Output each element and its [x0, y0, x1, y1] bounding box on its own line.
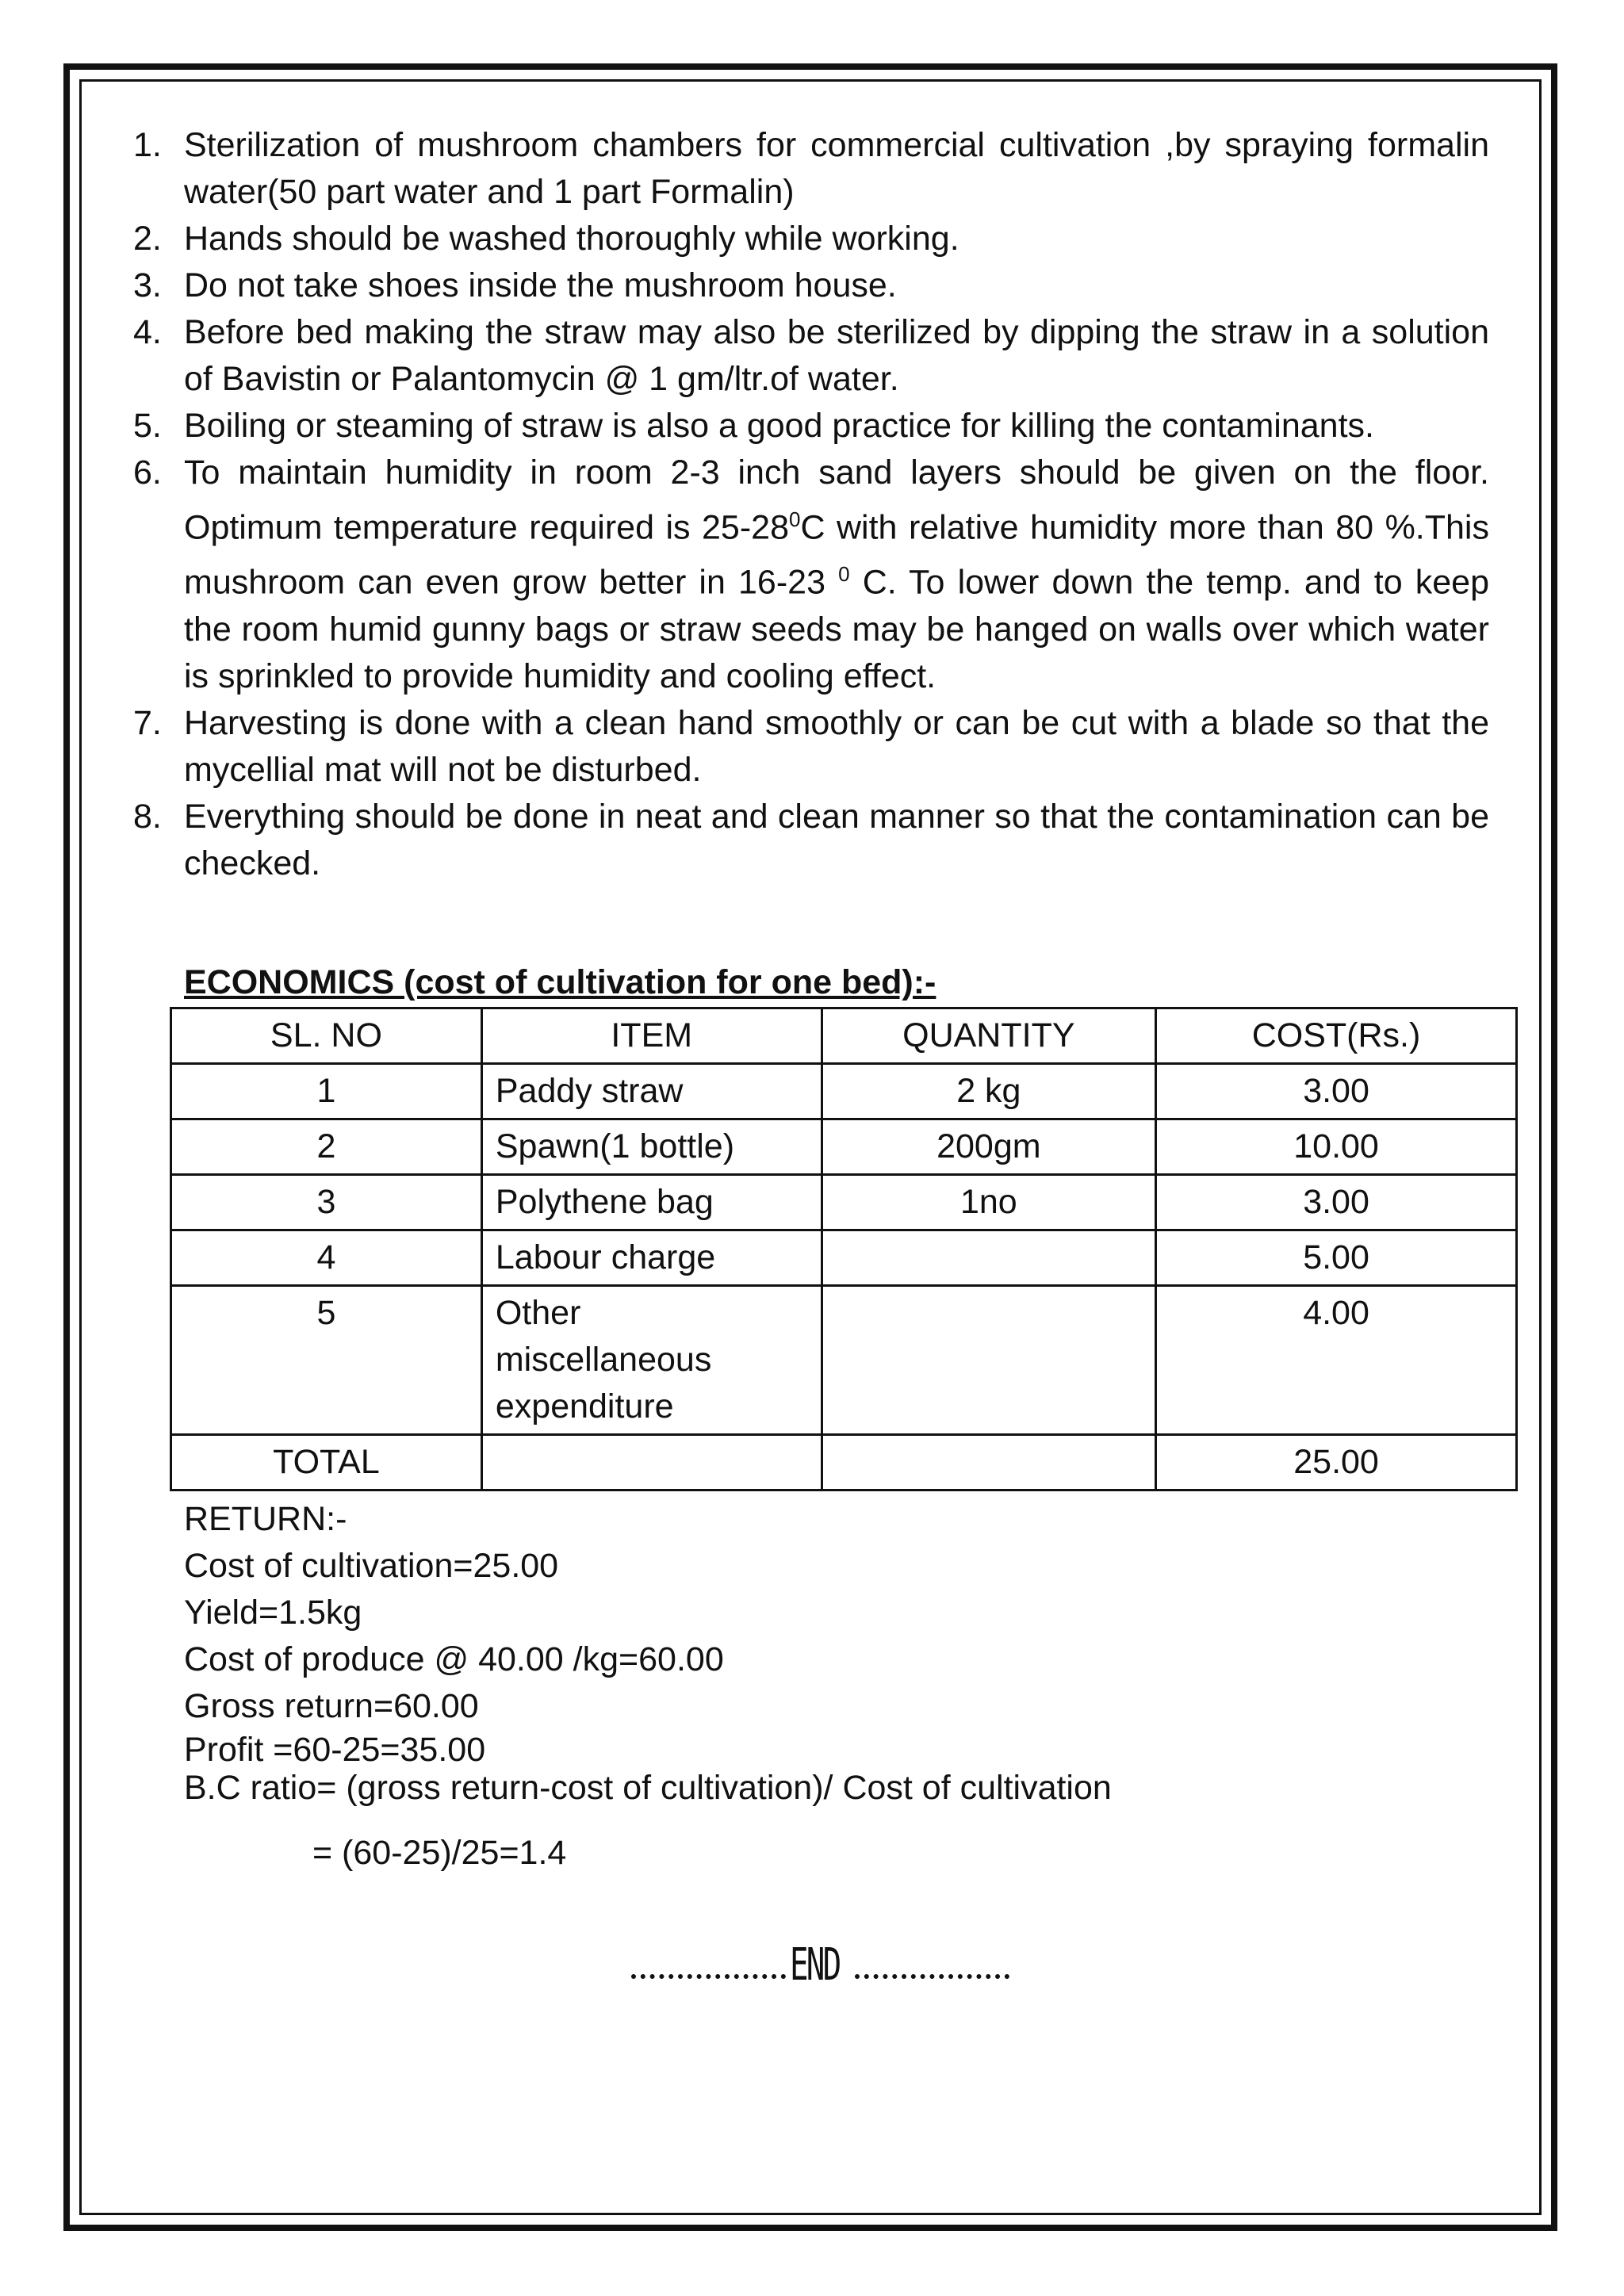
cell-item-line: miscellaneous [495, 1340, 712, 1379]
cell-empty [822, 1434, 1155, 1490]
list-item [133, 794, 1489, 887]
list-text: Do not take shoes inside the mushroom house. [184, 266, 897, 304]
total-label: TOTAL [171, 1434, 482, 1490]
table-total-row [171, 1434, 1517, 1490]
list-text: Before bed making the straw may also be sterilized by dipping the straw in a solution of Bavistin or Palantomycin @ 1 gm/ltr.of water. [184, 313, 1489, 398]
cell-cost: 5.00 [1156, 1230, 1517, 1285]
cell-sl: 1 [171, 1063, 482, 1119]
cell-sl: 4 [171, 1230, 482, 1285]
cell-item-line: expenditure [495, 1387, 674, 1425]
header-sl-no: SL. NO [171, 1008, 482, 1063]
cell-sl: 2 [171, 1119, 482, 1174]
table-row [171, 1174, 1517, 1230]
list-number: 7. [133, 703, 162, 742]
list-number: 5. [133, 407, 162, 445]
list-text: To maintain humidity in room 2-3 inch sand layers should be given on the floor. Optimum temperature required is 25-28 [184, 453, 1489, 547]
list-number: 6. [133, 453, 162, 492]
cell-cost: 3.00 [1156, 1063, 1517, 1119]
end-marker [631, 1939, 1012, 1995]
cell-qty: 2 kg [822, 1063, 1155, 1119]
list-number: 1. [133, 126, 162, 164]
list-text: Boiling or steaming of straw is also a good practice for killing the contaminants. [184, 407, 1374, 445]
gross-return: Gross return=60.00 [184, 1686, 479, 1725]
precaution-list [133, 122, 1489, 887]
table-row [171, 1285, 1517, 1434]
superscript: 0 [838, 562, 850, 587]
list-text: Hands should be washed thoroughly while working. [184, 220, 959, 258]
yield: Yield=1.5kg [184, 1593, 362, 1632]
list-text: Sterilization of mushroom chambers for commercial cultivation ,by spraying formalin water(50 part water and 1 part Formalin) [184, 126, 1489, 211]
end-word: END [790, 1939, 840, 1991]
cell-cost: 3.00 [1156, 1174, 1517, 1230]
end-dots-right [855, 1974, 1009, 1979]
list-item [133, 216, 1489, 262]
table-row [171, 1063, 1517, 1119]
table-row [171, 1230, 1517, 1285]
list-text: Everything should be done in neat and clean manner so that the contamination can be checked. [184, 797, 1489, 882]
cell-sl: 3 [171, 1174, 482, 1230]
bc-ratio-formula: B.C ratio= (gross return-cost of cultivation)/ Cost of cultivation [184, 1768, 1112, 1807]
cost-of-cultivation: Cost of cultivation=25.00 [184, 1546, 559, 1585]
cell-qty [822, 1285, 1155, 1434]
bc-ratio-result: = (60-25)/25=1.4 [312, 1833, 567, 1872]
list-text: Harvesting is done with a clean hand smoothly or can be cut with a blade so that the mycellial mat will not be disturbed. [184, 703, 1489, 789]
cell-qty [822, 1230, 1155, 1285]
returns-section [184, 1496, 1489, 1877]
cell-item: Labour charge [481, 1230, 822, 1285]
list-number: 8. [133, 797, 162, 836]
table-row [171, 1119, 1517, 1174]
list-text: C. To lower down the temp. and to keep the room humid gunny bags or straw seeds may be hanged on walls over which water is sprinkled to provide humidity and cooling effect. [184, 563, 1489, 695]
list-item [133, 700, 1489, 794]
cell-item: Paddy straw [481, 1063, 822, 1119]
cell-cost: 4.00 [1156, 1285, 1517, 1434]
cell-item-line: Other [495, 1293, 581, 1332]
economics-table [170, 1007, 1518, 1491]
cell-item: Polythene bag [481, 1174, 822, 1230]
cell-cost: 10.00 [1156, 1119, 1517, 1174]
profit: Profit =60-25=35.00 [184, 1730, 486, 1769]
header-cost: COST(Rs.) [1156, 1008, 1517, 1063]
list-item [133, 262, 1489, 309]
header-item: ITEM [481, 1008, 822, 1063]
economics-heading: ECONOMICS (cost of cultivation for one bed):- [184, 962, 936, 1001]
list-number: 3. [133, 266, 162, 304]
end-dots-left [631, 1974, 786, 1979]
table-header-row [171, 1008, 1517, 1063]
list-number: 2. [133, 220, 162, 258]
cell-empty [481, 1434, 822, 1490]
list-item [133, 309, 1489, 403]
cost-of-produce: Cost of produce @ 40.00 /kg=60.00 [184, 1640, 724, 1678]
returns-title: RETURN:- [184, 1499, 347, 1538]
list-number: 4. [133, 313, 162, 351]
cell-qty: 1no [822, 1174, 1155, 1230]
list-text: C with relative humidity more than 80 %.This mushroom can even grow better in 16-23 [184, 508, 1489, 602]
list-item [133, 122, 1489, 216]
total-cost: 25.00 [1156, 1434, 1517, 1490]
header-quantity: QUANTITY [822, 1008, 1155, 1063]
cell-qty: 200gm [822, 1119, 1155, 1174]
cell-item: Spawn(1 bottle) [481, 1119, 822, 1174]
list-item [133, 450, 1489, 700]
cell-item [481, 1285, 822, 1434]
document-content [133, 122, 1489, 1877]
superscript: 0 [788, 507, 801, 531]
list-item [133, 403, 1489, 450]
cell-sl: 5 [171, 1285, 482, 1434]
